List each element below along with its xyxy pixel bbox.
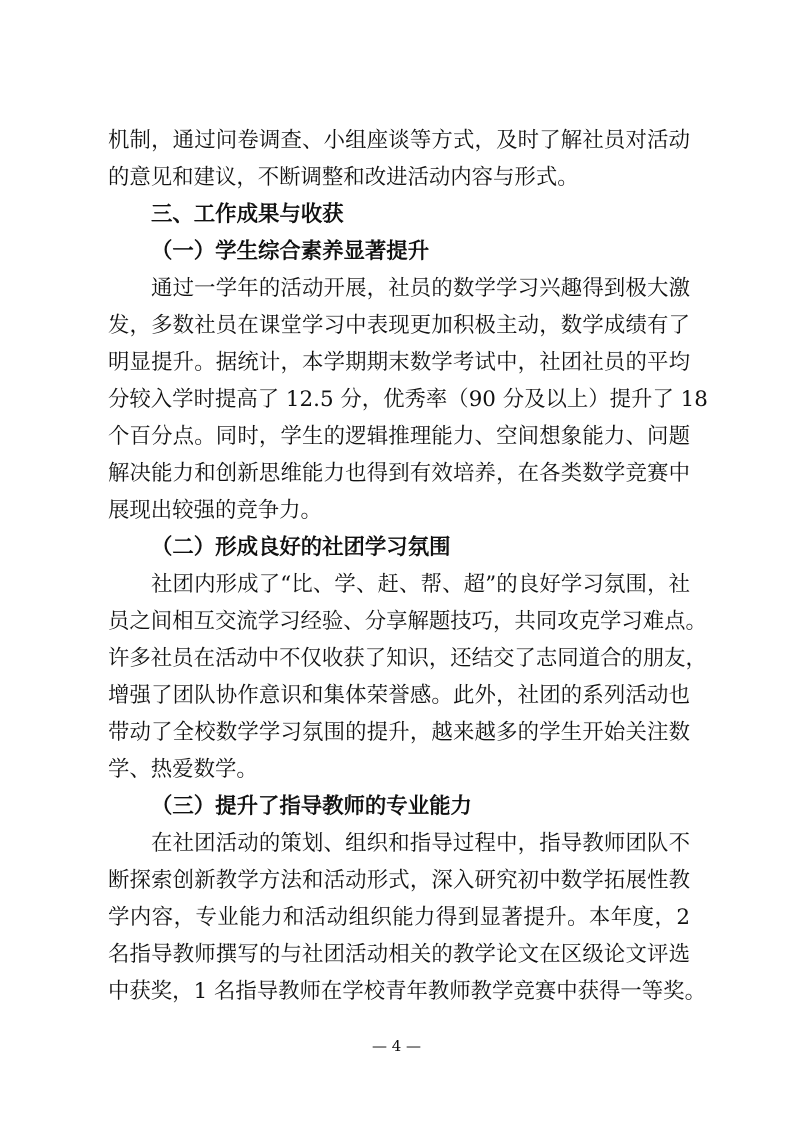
paragraph-line: 分较入学时提高了 12.5 分，优秀率（90 分及以上）提升了 18 — [108, 387, 708, 412]
paragraph-line: 断探索创新教学方法和活动形式，深入研究初中数学拓展性教 — [108, 868, 690, 893]
paragraph-line: 学、热爱数学。 — [108, 757, 258, 782]
page-number: — 4 — — [371, 1037, 422, 1055]
paragraph-line: 解决能力和创新思维能力也得到有效培养，在各类数学竞赛中 — [108, 461, 690, 486]
paragraph-line: 社团内形成了“比、学、赶、帮、超”的良好学习氛围，社 — [151, 572, 690, 597]
paragraph-line: 增强了团队协作意识和集体荣誉感。此外，社团的系列活动也 — [108, 683, 690, 708]
paragraph-line: 机制，通过问卷调查、小组座谈等方式，及时了解社员对活动 — [108, 128, 690, 153]
subsection-heading: （三）提升了指导教师的专业能力 — [151, 794, 472, 819]
subsection-heading: （一）学生综合素养显著提升 — [151, 239, 430, 264]
section-heading: 三、工作成果与收获 — [151, 202, 344, 227]
paragraph-line: 名指导教师撰写的与社团活动相关的教学论文在区级论文评选 — [108, 942, 690, 967]
paragraph-line: 学内容，专业能力和活动组织能力得到显著提升。本年度，2 — [108, 905, 690, 930]
paragraph-line: 个百分点。同时，学生的逻辑推理能力、空间想象能力、问题 — [108, 424, 690, 449]
paragraph-line: 员之间相互交流学习经验、分享解题技巧，共同攻克学习难点。 — [108, 609, 707, 634]
paragraph-line: 的意见和建议，不断调整和改进活动内容与形式。 — [108, 165, 579, 190]
paragraph-line: 通过一学年的活动开展，社员的数学学习兴趣得到极大激 — [151, 276, 690, 301]
paragraph-line: 明显提升。据统计，本学期期末数学考试中，社团社员的平均 — [108, 350, 690, 375]
paragraph-line: 展现出较强的竞争力。 — [108, 498, 322, 523]
paragraph-line: 带动了全校数学学习氛围的提升，越来越多的学生开始关注数 — [108, 720, 690, 745]
paragraph-line: 在社团活动的策划、组织和指导过程中，指导教师团队不 — [151, 831, 690, 856]
subsection-heading: （二）形成良好的社团学习氛围 — [151, 535, 451, 560]
paragraph-line: 许多社员在活动中不仅收获了知识，还结交了志同道合的朋友， — [108, 646, 707, 671]
paragraph-line: 中获奖，1 名指导教师在学校青年教师教学竞赛中获得一等奖。 — [108, 979, 706, 1004]
paragraph-line: 发，多数社员在课堂学习中表现更加积极主动，数学成绩有了 — [108, 313, 690, 338]
